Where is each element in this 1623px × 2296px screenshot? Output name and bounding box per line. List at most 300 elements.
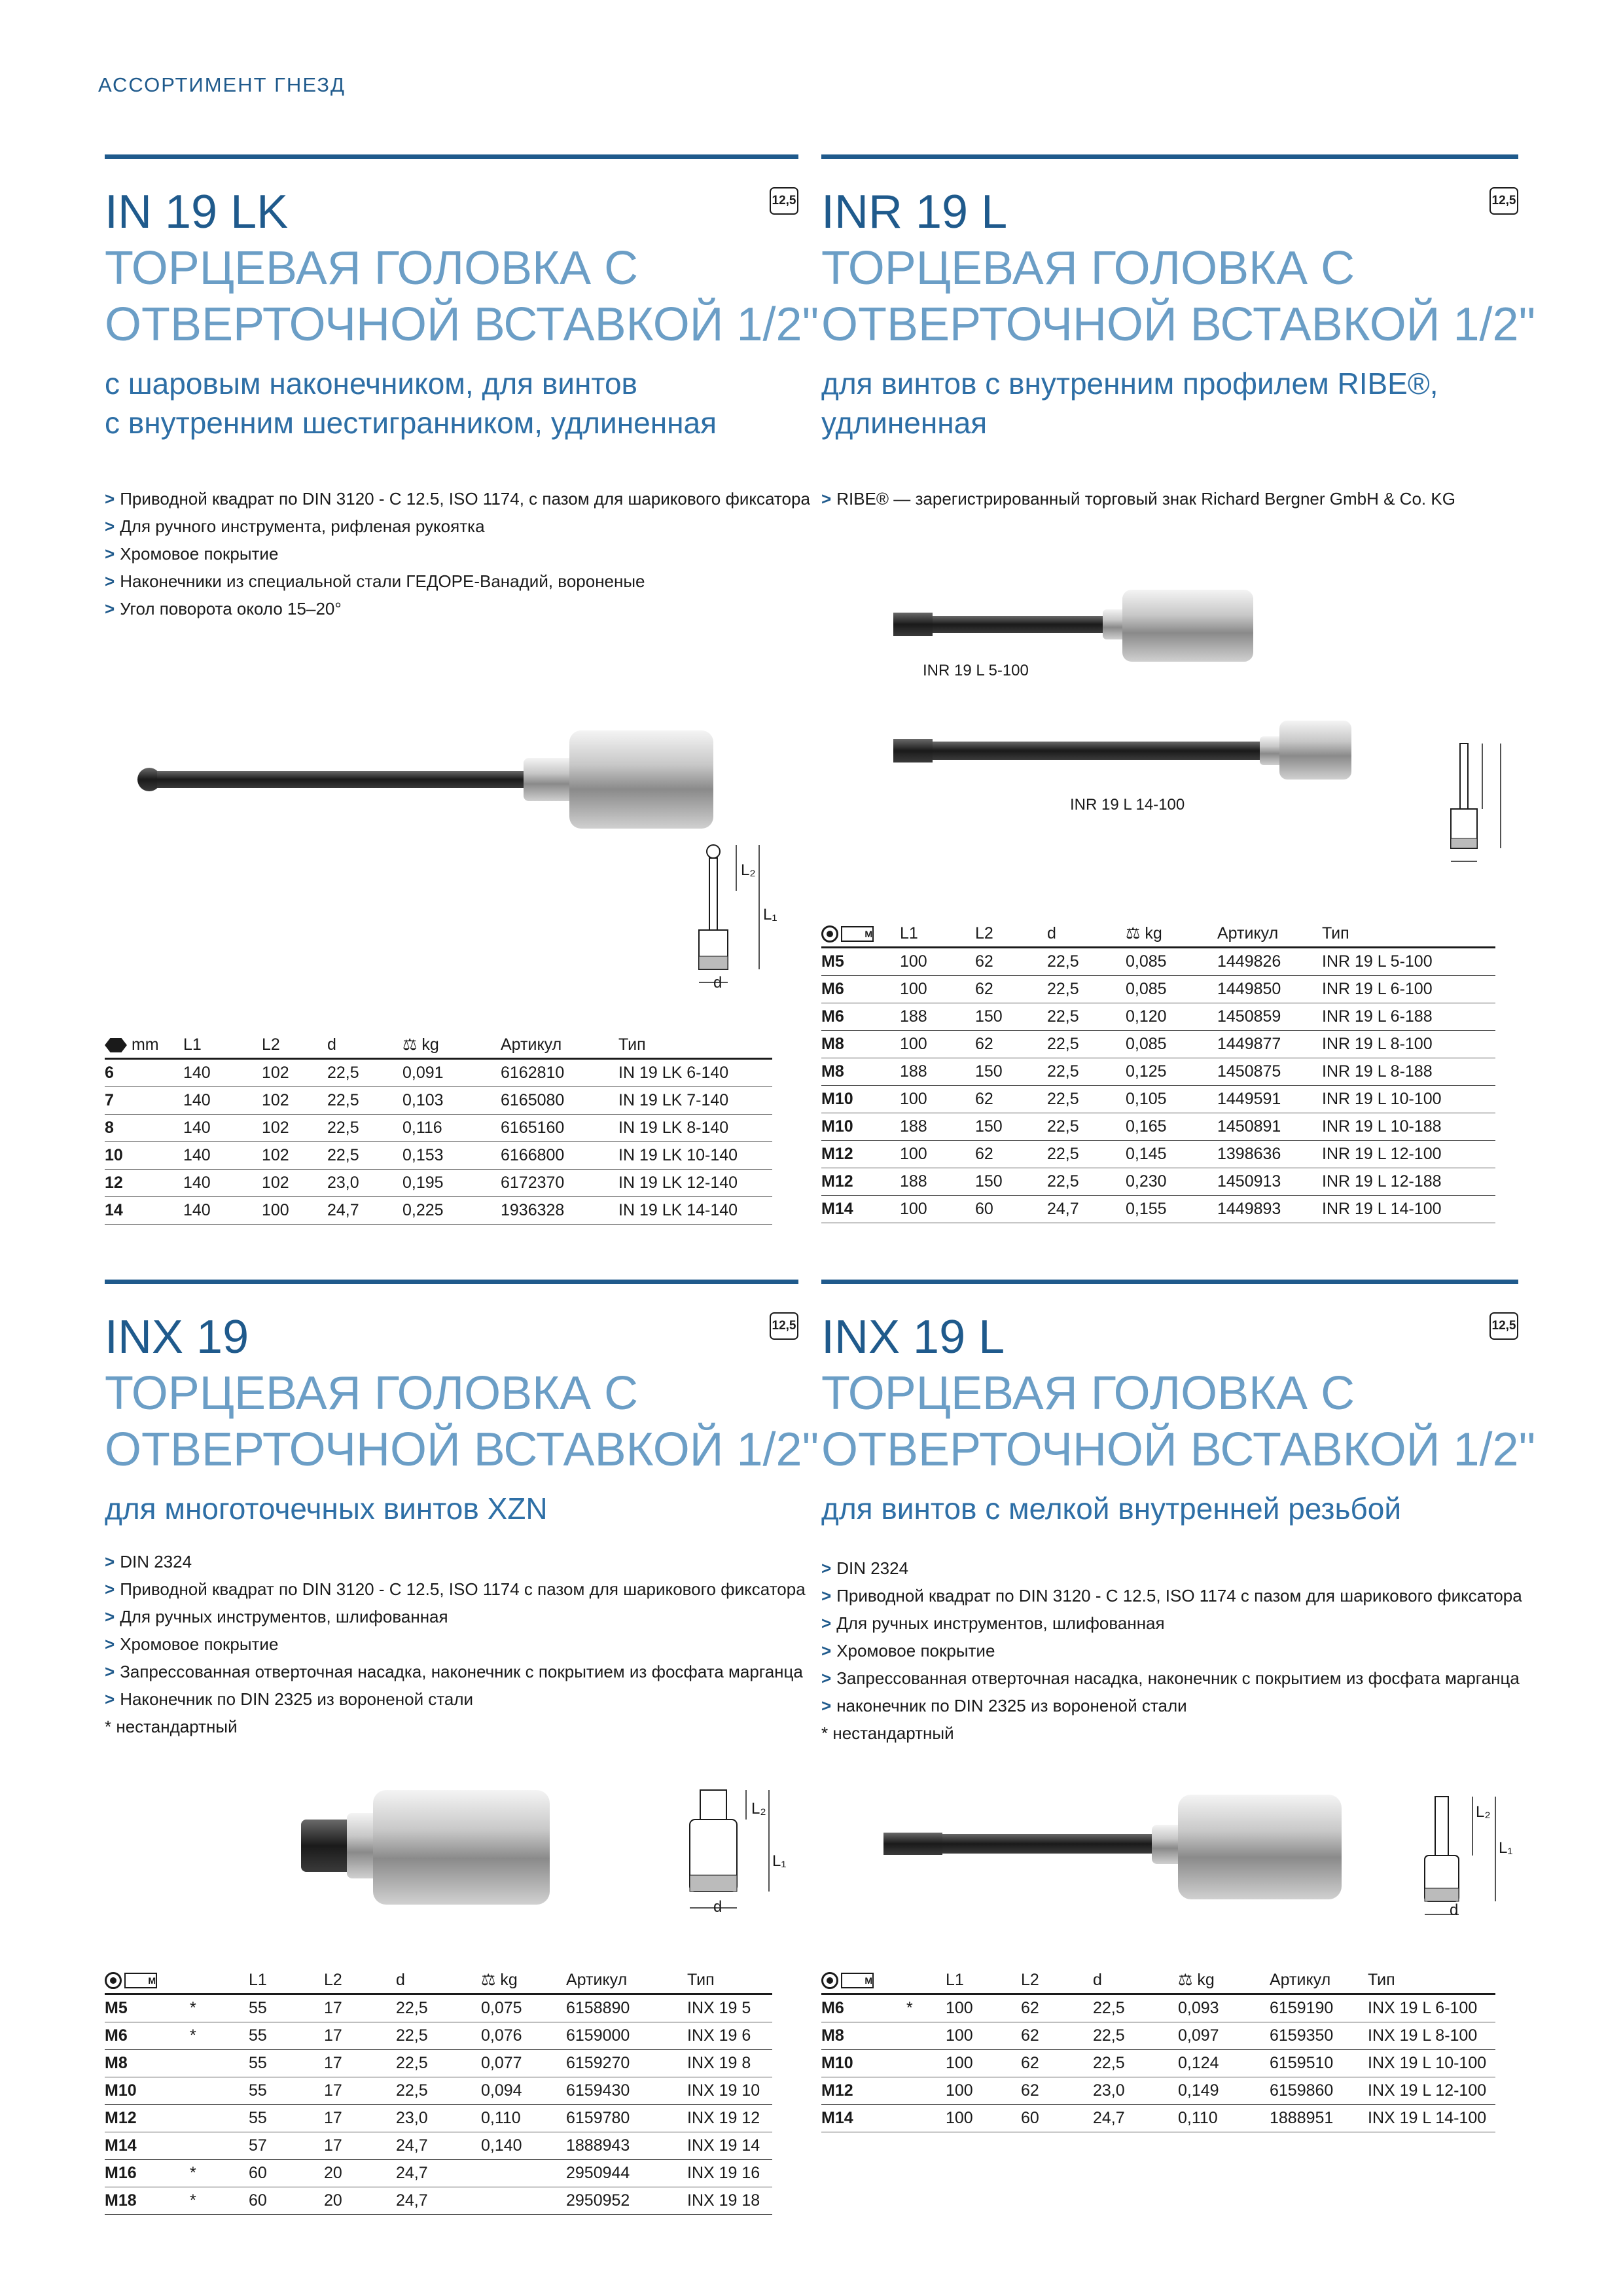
table-cell: 55 bbox=[249, 2050, 324, 2077]
table-row bbox=[105, 2105, 772, 2132]
table-cell: INX 19 14 bbox=[687, 2132, 772, 2160]
product-subtitle-line1: с шаровым наконечником, для винтов bbox=[105, 367, 637, 401]
table-cell: INR 19 L 10-188 bbox=[1322, 1113, 1495, 1141]
table-cell: * bbox=[906, 1994, 946, 2022]
feature-list bbox=[821, 485, 1455, 512]
table-cell: 6166800 bbox=[501, 1142, 618, 1170]
table-cell: 22,5 bbox=[327, 1087, 402, 1115]
table-cell: 62 bbox=[1021, 2077, 1093, 2105]
table-cell: 22,5 bbox=[327, 1142, 402, 1170]
product-title-line1: ТОРЦЕВАЯ ГОЛОВКА С bbox=[821, 242, 1355, 295]
table-row bbox=[105, 2160, 772, 2187]
table-cell: 0,110 bbox=[1178, 2105, 1270, 2132]
drive-size-badge: 12,5 bbox=[1489, 187, 1518, 215]
size-cell: M5 bbox=[105, 1994, 190, 2022]
table-row bbox=[821, 1003, 1495, 1031]
table-cell bbox=[164, 1170, 183, 1197]
section-inx19l bbox=[821, 1280, 1536, 2248]
product-code: INR 19 L bbox=[821, 186, 1008, 238]
table-cell: 6159270 bbox=[566, 2050, 687, 2077]
table-cell: 6159430 bbox=[566, 2077, 687, 2105]
product-title-line2: ОТВЕРТОЧНОЙ ВСТАВКОЙ 1/2" bbox=[821, 298, 1536, 351]
size-cell: M6 bbox=[821, 1994, 906, 2022]
table-cell bbox=[164, 1115, 183, 1142]
size-cell: 12 bbox=[105, 1170, 164, 1197]
size-cell: M12 bbox=[821, 1141, 880, 1168]
scale-icon: ⚖ bbox=[481, 1971, 501, 1989]
table-cell: 6158890 bbox=[566, 1994, 687, 2022]
table-cell: 140 bbox=[183, 1115, 262, 1142]
table-cell: 20 bbox=[324, 2160, 396, 2187]
thread-icon: M bbox=[124, 1973, 157, 1988]
table-cell: 62 bbox=[975, 1086, 1047, 1113]
table-cell: 22,5 bbox=[1047, 1168, 1126, 1196]
table-cell: 24,7 bbox=[1047, 1196, 1126, 1223]
feature-item: > Хромовое покрытие bbox=[821, 1641, 995, 1660]
feature-item: > Запрессованная отверточная насадка, наконечник с покрытием из фосфата марганца bbox=[105, 1662, 803, 1681]
product-code: INX 19 L bbox=[821, 1311, 1005, 1363]
col-header: d bbox=[1047, 920, 1126, 948]
table-cell: 0,110 bbox=[481, 2105, 566, 2132]
section-divider bbox=[105, 1280, 798, 1284]
feature-item: > Приводной квадрат по DIN 3120 - C 12.5, ISO 1174, с пазом для шарикового фиксатора bbox=[105, 489, 810, 509]
table-cell: 20 bbox=[324, 2187, 396, 2215]
col-header: L1 bbox=[946, 1967, 1021, 1994]
feature-item: > DIN 2324 bbox=[105, 1552, 192, 1571]
table-cell: 60 bbox=[1021, 2105, 1093, 2132]
product-subtitle-line1: для винтов с внутренним профилем RIBE®, bbox=[821, 367, 1438, 401]
arrow-bullet-icon: > bbox=[821, 1641, 832, 1660]
table-cell: 0,075 bbox=[481, 1994, 566, 2022]
feature-item: > Хромовое покрытие bbox=[105, 1634, 279, 1654]
col-header bbox=[880, 920, 900, 948]
col-header: L2 bbox=[1021, 1967, 1093, 1994]
table-cell: 1450891 bbox=[1217, 1113, 1322, 1141]
table-body bbox=[821, 948, 1495, 1223]
table-cell: 102 bbox=[262, 1170, 327, 1197]
table-cell: 17 bbox=[324, 1994, 396, 2022]
table-cell bbox=[164, 1197, 183, 1225]
table-cell: 0,094 bbox=[481, 2077, 566, 2105]
table-row bbox=[821, 1994, 1495, 2022]
spline-profile-icon bbox=[821, 1972, 838, 1989]
table-cell: 0,230 bbox=[1126, 1168, 1217, 1196]
size-cell: M6 bbox=[821, 976, 880, 1003]
feature-item: > Угол поворота около 15–20° bbox=[105, 599, 342, 619]
table-cell: * bbox=[190, 2160, 249, 2187]
table-cell: 62 bbox=[975, 976, 1047, 1003]
table-cell: INX 19 18 bbox=[687, 2187, 772, 2215]
table-cell: INR 19 L 12-100 bbox=[1322, 1141, 1495, 1168]
table-body bbox=[105, 1059, 772, 1225]
table-cell: 102 bbox=[262, 1142, 327, 1170]
table-cell: 0,149 bbox=[1178, 2077, 1270, 2105]
table-cell: * bbox=[190, 2187, 249, 2215]
table-cell: 24,7 bbox=[1093, 2105, 1178, 2132]
table-cell: 62 bbox=[1021, 2050, 1093, 2077]
table-cell: IN 19 LK 12-140 bbox=[618, 1170, 772, 1197]
col-header: L2 bbox=[975, 920, 1047, 948]
table-cell bbox=[880, 1168, 900, 1196]
drive-size-badge: 12,5 bbox=[770, 187, 798, 215]
table-row bbox=[821, 1031, 1495, 1058]
size-cell: M10 bbox=[105, 2077, 190, 2105]
product-subtitle-line1: для многоточечных винтов XZN bbox=[105, 1492, 548, 1526]
arrow-bullet-icon: > bbox=[105, 1634, 115, 1654]
dimension-diagram bbox=[1443, 730, 1515, 881]
weight-col-header: ⚖ kg bbox=[481, 1967, 566, 1994]
scale-icon: ⚖ bbox=[402, 1035, 422, 1054]
table-cell: 188 bbox=[900, 1113, 975, 1141]
table-cell: 0,105 bbox=[1126, 1086, 1217, 1113]
table-header-row bbox=[105, 1031, 772, 1059]
table-cell: 17 bbox=[324, 2077, 396, 2105]
table-cell: 6159190 bbox=[1270, 1994, 1368, 2022]
table-cell: 102 bbox=[262, 1115, 327, 1142]
table-cell bbox=[190, 2050, 249, 2077]
table-cell: INX 19 L 8-100 bbox=[1368, 2022, 1495, 2050]
dim-label-l1: L₁ bbox=[772, 1852, 787, 1870]
table-row bbox=[821, 1058, 1495, 1086]
size-cell: M10 bbox=[821, 1086, 880, 1113]
scale-icon: ⚖ bbox=[1126, 924, 1145, 942]
table-cell: 17 bbox=[324, 2022, 396, 2050]
dim-label-d: d bbox=[713, 1898, 722, 1916]
size-cell: M16 bbox=[105, 2160, 190, 2187]
product-title-line1: ТОРЦЕВАЯ ГОЛОВКА С bbox=[821, 1367, 1355, 1420]
table-cell: 22,5 bbox=[396, 2050, 481, 2077]
table-cell: 150 bbox=[975, 1003, 1047, 1031]
table-cell: 188 bbox=[900, 1058, 975, 1086]
table-cell: 100 bbox=[946, 1994, 1021, 2022]
table-cell: 22,5 bbox=[1047, 948, 1126, 976]
table-cell: 1398636 bbox=[1217, 1141, 1322, 1168]
page-header-label: АССОРТИМЕНТ ГНЕЗД bbox=[98, 73, 346, 96]
dim-label-l1: L₁ bbox=[763, 906, 777, 924]
arrow-bullet-icon: > bbox=[105, 599, 115, 619]
size-cell: M10 bbox=[821, 1113, 880, 1141]
table-cell: 22,5 bbox=[1047, 1141, 1126, 1168]
table-cell: 0,140 bbox=[481, 2132, 566, 2160]
table-cell: 62 bbox=[975, 1031, 1047, 1058]
feature-item: > Для ручного инструмента, рифленая рукоятка bbox=[105, 516, 485, 536]
table-cell: 100 bbox=[900, 1086, 975, 1113]
arrow-bullet-icon: > bbox=[821, 1613, 832, 1633]
table-row bbox=[821, 2077, 1495, 2105]
feature-list bbox=[105, 485, 810, 622]
table-header-row bbox=[821, 1967, 1495, 1994]
arrow-bullet-icon: > bbox=[821, 489, 832, 509]
table-header-row bbox=[105, 1967, 772, 1994]
table-cell: 100 bbox=[262, 1197, 327, 1225]
size-cell: M6 bbox=[821, 1003, 880, 1031]
table-cell: * bbox=[190, 2022, 249, 2050]
table-cell: 0,116 bbox=[402, 1115, 501, 1142]
size-cell: 14 bbox=[105, 1197, 164, 1225]
table-cell: IN 19 LK 10-140 bbox=[618, 1142, 772, 1170]
section-inx19 bbox=[105, 1280, 819, 2248]
table-row bbox=[821, 2022, 1495, 2050]
col-header: Тип bbox=[1322, 920, 1495, 948]
table-cell: 100 bbox=[946, 2050, 1021, 2077]
table-cell: 0,085 bbox=[1126, 948, 1217, 976]
table-cell: 62 bbox=[975, 948, 1047, 976]
col-header: Артикул bbox=[1270, 1967, 1368, 1994]
table-cell: 140 bbox=[183, 1087, 262, 1115]
arrow-bullet-icon: > bbox=[105, 1579, 115, 1599]
feature-item: > RIBE® — зарегистрированный торговый знак Richard Bergner GmbH & Co. KG bbox=[821, 489, 1455, 509]
product-subtitle-line1: для винтов с мелкой внутренней резьбой bbox=[821, 1492, 1402, 1526]
table-row bbox=[105, 1142, 772, 1170]
product-photo bbox=[294, 1780, 569, 1911]
table-row bbox=[821, 2105, 1495, 2132]
table-cell: INR 19 L 12-188 bbox=[1322, 1168, 1495, 1196]
table-cell: 6162810 bbox=[501, 1059, 618, 1087]
table-row bbox=[105, 2050, 772, 2077]
table-cell: 0,125 bbox=[1126, 1058, 1217, 1086]
col-header: d bbox=[1093, 1967, 1178, 1994]
feature-item: > Для ручных инструментов, шлифованная bbox=[105, 1607, 448, 1626]
size-cell: M14 bbox=[821, 1196, 880, 1223]
table-cell: 140 bbox=[183, 1142, 262, 1170]
size-cell: M12 bbox=[821, 1168, 880, 1196]
table-cell: 24,7 bbox=[327, 1197, 402, 1225]
table-cell: 0,153 bbox=[402, 1142, 501, 1170]
product-title-line1: ТОРЦЕВАЯ ГОЛОВКА С bbox=[105, 1367, 639, 1420]
arrow-bullet-icon: > bbox=[105, 1552, 115, 1571]
dim-label-l2: L₂ bbox=[1476, 1803, 1491, 1821]
product-subtitle-line2: удлиненная bbox=[821, 406, 988, 440]
table-cell bbox=[190, 2105, 249, 2132]
size-col-header: mm bbox=[105, 1031, 164, 1059]
section-divider bbox=[821, 1280, 1518, 1284]
size-col-header bbox=[821, 1967, 906, 1994]
size-cell: M12 bbox=[821, 2077, 906, 2105]
table-row bbox=[821, 2050, 1495, 2077]
table-cell: 0,145 bbox=[1126, 1141, 1217, 1168]
table-cell: 1888943 bbox=[566, 2132, 687, 2160]
table-cell bbox=[880, 976, 900, 1003]
section-inr19l bbox=[821, 154, 1536, 1247]
col-header bbox=[164, 1031, 183, 1059]
arrow-bullet-icon: > bbox=[821, 1696, 832, 1715]
table-cell: 62 bbox=[1021, 1994, 1093, 2022]
thread-icon: M bbox=[841, 926, 874, 942]
table-cell: 55 bbox=[249, 2077, 324, 2105]
drive-size-badge: 12,5 bbox=[770, 1312, 798, 1340]
spec-table bbox=[821, 1967, 1495, 2132]
size-col-header bbox=[105, 1967, 190, 1994]
table-cell: 0,103 bbox=[402, 1087, 501, 1115]
xzn-profile-icon bbox=[105, 1972, 122, 1989]
dim-label-l2: L₂ bbox=[741, 861, 756, 879]
table-cell: INR 19 L 8-188 bbox=[1322, 1058, 1495, 1086]
feature-list bbox=[821, 1554, 1522, 1747]
col-header: d bbox=[327, 1031, 402, 1059]
table-body bbox=[821, 1994, 1495, 2132]
table-cell: 150 bbox=[975, 1058, 1047, 1086]
size-cell: 6 bbox=[105, 1059, 164, 1087]
size-cell: M8 bbox=[105, 2050, 190, 2077]
table-cell: INX 19 5 bbox=[687, 1994, 772, 2022]
table-cell: 0,155 bbox=[1126, 1196, 1217, 1223]
ribe-profile-icon bbox=[821, 925, 838, 942]
table-cell: 6172370 bbox=[501, 1170, 618, 1197]
table-cell: 140 bbox=[183, 1197, 262, 1225]
section-divider bbox=[821, 154, 1518, 159]
weight-col-header: ⚖ kg bbox=[1126, 920, 1217, 948]
table-cell: INR 19 L 6-100 bbox=[1322, 976, 1495, 1003]
table-cell: 22,5 bbox=[327, 1115, 402, 1142]
product-subtitle-line2: с внутренним шестигранником, удлиненная bbox=[105, 406, 717, 440]
feature-item: > Запрессованная отверточная насадка, наконечник с покрытием из фосфата марганца bbox=[821, 1668, 1520, 1688]
col-header: L2 bbox=[324, 1967, 396, 1994]
size-cell: M14 bbox=[105, 2132, 190, 2160]
spec-table bbox=[821, 920, 1495, 1223]
size-cell: 7 bbox=[105, 1087, 164, 1115]
table-cell: 1888951 bbox=[1270, 2105, 1368, 2132]
section-in19lk bbox=[105, 154, 819, 1247]
table-cell: 100 bbox=[900, 948, 975, 976]
table-cell: 23,0 bbox=[396, 2105, 481, 2132]
table-cell bbox=[880, 1003, 900, 1031]
table-row bbox=[105, 1197, 772, 1225]
table-cell: 100 bbox=[900, 1196, 975, 1223]
table-cell: 0,093 bbox=[1178, 1994, 1270, 2022]
table-cell: 100 bbox=[946, 2022, 1021, 2050]
feature-item: > Хромовое покрытие bbox=[105, 544, 279, 564]
col-header: d bbox=[396, 1967, 481, 1994]
table-row bbox=[105, 1087, 772, 1115]
table-cell: 22,5 bbox=[1047, 1058, 1126, 1086]
table-cell bbox=[880, 948, 900, 976]
table-cell: INX 19 L 14-100 bbox=[1368, 2105, 1495, 2132]
col-header: Артикул bbox=[1217, 920, 1322, 948]
table-cell: 100 bbox=[900, 1141, 975, 1168]
table-cell: 1936328 bbox=[501, 1197, 618, 1225]
photo-caption: INR 19 L 5-100 bbox=[923, 662, 1029, 679]
size-cell: M14 bbox=[821, 2105, 906, 2132]
table-cell: 1449591 bbox=[1217, 1086, 1322, 1113]
table-cell: 22,5 bbox=[1047, 1003, 1126, 1031]
hex-profile-icon bbox=[105, 1038, 127, 1052]
table-cell: * bbox=[190, 1994, 249, 2022]
table-cell bbox=[190, 2132, 249, 2160]
dim-label-l1: L₁ bbox=[1499, 1839, 1513, 1857]
col-header: Тип bbox=[618, 1031, 772, 1059]
arrow-bullet-icon: > bbox=[821, 1586, 832, 1605]
table-cell bbox=[190, 2077, 249, 2105]
table-cell: INX 19 L 6-100 bbox=[1368, 1994, 1495, 2022]
col-header: L1 bbox=[900, 920, 975, 948]
table-row bbox=[105, 1994, 772, 2022]
footnote: * нестандартный bbox=[105, 1717, 238, 1736]
table-body bbox=[105, 1994, 772, 2215]
table-cell: 100 bbox=[946, 2105, 1021, 2132]
weight-col-header: ⚖ kg bbox=[402, 1031, 501, 1059]
product-title-line1: ТОРЦЕВАЯ ГОЛОВКА С bbox=[105, 242, 639, 295]
col-header bbox=[190, 1967, 249, 1994]
table-cell: INX 19 12 bbox=[687, 2105, 772, 2132]
product-title-line2: ОТВЕРТОЧНОЙ ВСТАВКОЙ 1/2" bbox=[105, 1424, 819, 1476]
feature-item: > Наконечник по DIN 2325 из вороненой стали bbox=[105, 1689, 474, 1709]
table-cell: INX 19 6 bbox=[687, 2022, 772, 2050]
table-cell: 23,0 bbox=[1093, 2077, 1178, 2105]
table-row bbox=[821, 976, 1495, 1003]
size-cell: M8 bbox=[821, 1058, 880, 1086]
table-cell: 22,5 bbox=[1093, 2022, 1178, 2050]
table-cell: 1450859 bbox=[1217, 1003, 1322, 1031]
table-cell: 23,0 bbox=[327, 1170, 402, 1197]
feature-list bbox=[105, 1548, 806, 1740]
table-cell: 22,5 bbox=[1093, 2050, 1178, 2077]
table-cell bbox=[481, 2160, 566, 2187]
table-cell: 100 bbox=[900, 976, 975, 1003]
scale-icon: ⚖ bbox=[1178, 1971, 1198, 1989]
product-code: INX 19 bbox=[105, 1311, 249, 1363]
table-cell: 22,5 bbox=[1093, 1994, 1178, 2022]
table-cell bbox=[880, 1196, 900, 1223]
table-cell: 1449877 bbox=[1217, 1031, 1322, 1058]
photo-caption: INR 19 L 14-100 bbox=[1070, 796, 1185, 814]
table-cell: INX 19 8 bbox=[687, 2050, 772, 2077]
table-cell: 140 bbox=[183, 1170, 262, 1197]
arrow-bullet-icon: > bbox=[105, 1607, 115, 1626]
table-cell: 1450875 bbox=[1217, 1058, 1322, 1086]
footnote: * нестандартный bbox=[821, 1723, 954, 1743]
spec-table bbox=[105, 1031, 772, 1225]
table-row bbox=[105, 2187, 772, 2215]
table-cell: 60 bbox=[249, 2187, 324, 2215]
table-cell bbox=[164, 1059, 183, 1087]
table-cell: 0,225 bbox=[402, 1197, 501, 1225]
table-cell: IN 19 LK 8-140 bbox=[618, 1115, 772, 1142]
table-cell: 6159350 bbox=[1270, 2022, 1368, 2050]
table-cell: 60 bbox=[249, 2160, 324, 2187]
table-cell: 22,5 bbox=[1047, 976, 1126, 1003]
size-cell: M8 bbox=[821, 2022, 906, 2050]
table-cell: 24,7 bbox=[396, 2187, 481, 2215]
table-cell: INR 19 L 5-100 bbox=[1322, 948, 1495, 976]
section-divider bbox=[105, 154, 798, 159]
table-cell: INX 19 L 10-100 bbox=[1368, 2050, 1495, 2077]
product-title-line2: ОТВЕРТОЧНОЙ ВСТАВКОЙ 1/2" bbox=[105, 298, 819, 351]
product-photo bbox=[877, 1787, 1387, 1905]
feature-item: > Приводной квадрат по DIN 3120 - C 12.5, ISO 1174 с пазом для шарикового фиксатора bbox=[105, 1579, 806, 1599]
table-cell: 55 bbox=[249, 1994, 324, 2022]
table-cell: 22,5 bbox=[327, 1059, 402, 1087]
arrow-bullet-icon: > bbox=[105, 489, 115, 509]
dim-label-d: d bbox=[1450, 1901, 1459, 1919]
spec-table bbox=[105, 1967, 772, 2215]
table-cell: 55 bbox=[249, 2105, 324, 2132]
table-cell: 17 bbox=[324, 2050, 396, 2077]
table-cell: 0,124 bbox=[1178, 2050, 1270, 2077]
product-title-line2: ОТВЕРТОЧНОЙ ВСТАВКОЙ 1/2" bbox=[821, 1424, 1536, 1476]
table-cell: 140 bbox=[183, 1059, 262, 1087]
table-cell: 0,077 bbox=[481, 2050, 566, 2077]
thread-icon: M bbox=[841, 1973, 874, 1988]
table-cell bbox=[880, 1086, 900, 1113]
table-cell bbox=[906, 2105, 946, 2132]
size-cell: M12 bbox=[105, 2105, 190, 2132]
feature-item: > Приводной квадрат по DIN 3120 - C 12.5, ISO 1174 с пазом для шарикового фиксатора bbox=[821, 1586, 1522, 1605]
table-row bbox=[821, 1141, 1495, 1168]
col-header: Тип bbox=[687, 1967, 772, 1994]
table-cell: 150 bbox=[975, 1113, 1047, 1141]
dim-label-d: d bbox=[713, 974, 722, 992]
table-row bbox=[105, 1059, 772, 1087]
